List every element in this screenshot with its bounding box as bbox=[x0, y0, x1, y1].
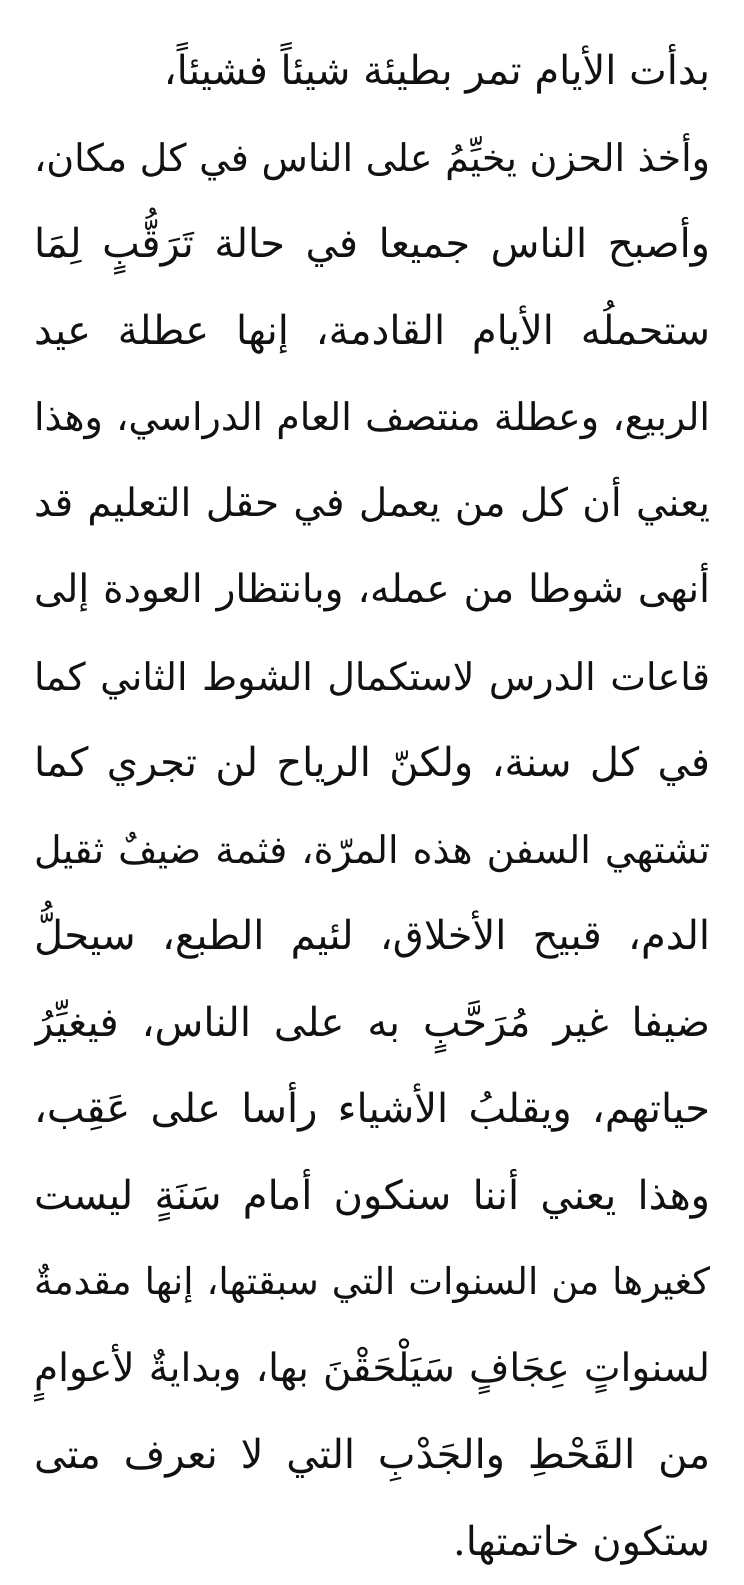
paragraph-line-5: الربيع، وعطلة منتصف العام الدراسي، وهذا bbox=[34, 374, 710, 461]
arabic-paragraph bbox=[34, 28, 710, 1585]
paragraph-line-13: حياتهم، ويقلبُ الأشياء رأسا على عَقِب، bbox=[34, 1066, 710, 1153]
paragraph-line-17: من القَحْطِ والجَدْبِ التي لا نعرف متى bbox=[34, 1412, 710, 1499]
paragraph-line-9: في كل سنة، ولكنّ الرياح لن تجري كما bbox=[34, 720, 710, 807]
paragraph-line-6: يعني أن كل من يعمل في حقل التعليم قد bbox=[34, 461, 710, 548]
paragraph-line-16: لسنواتٍ عِجَافٍ سَيَلْحَقْنَ بها، وبدايةٌ لأعوامٍ bbox=[34, 1326, 710, 1413]
paragraph-line-2: وأخذ الحزن يخيِّمُ على الناس في كل مكان، bbox=[34, 115, 710, 202]
paragraph-line-14: وهذا يعني أننا سنكون أمام سَنَةٍ ليست bbox=[34, 1153, 710, 1240]
paragraph-line-11: الدم، قبيح الأخلاق، لئيم الطبع، سيحلُّ bbox=[34, 893, 710, 980]
paragraph-line-12: ضيفا غير مُرَحَّبٍ به على الناس، فيغيِّرُ bbox=[34, 980, 710, 1067]
paragraph-line-10: تشتهي السفن هذه المرّة، فثمة ضيفٌ ثقيل bbox=[34, 807, 710, 894]
paragraph-line-15: كغيرها من السنوات التي سبقتها، إنها مقدمةٌ bbox=[34, 1239, 710, 1326]
paragraph-line-18: ستكون خاتمتها. bbox=[34, 1499, 710, 1585]
paragraph-line-3: وأصبح الناس جميعا في حالة تَرَقُّبٍ لِمَا bbox=[34, 201, 710, 288]
paragraph-line-4: ستحملُه الأيام القادمة، إنها عطلة عيد bbox=[34, 288, 710, 375]
paragraph-line-1: بدأت الأيام تمر بطيئة شيئاً فشيئاً، bbox=[34, 28, 710, 115]
paragraph-line-7: أنهى شوطا من عمله، وبانتظار العودة إلى bbox=[34, 547, 710, 634]
paragraph-line-8: قاعات الدرس لاستكمال الشوط الثاني كما bbox=[34, 634, 710, 721]
